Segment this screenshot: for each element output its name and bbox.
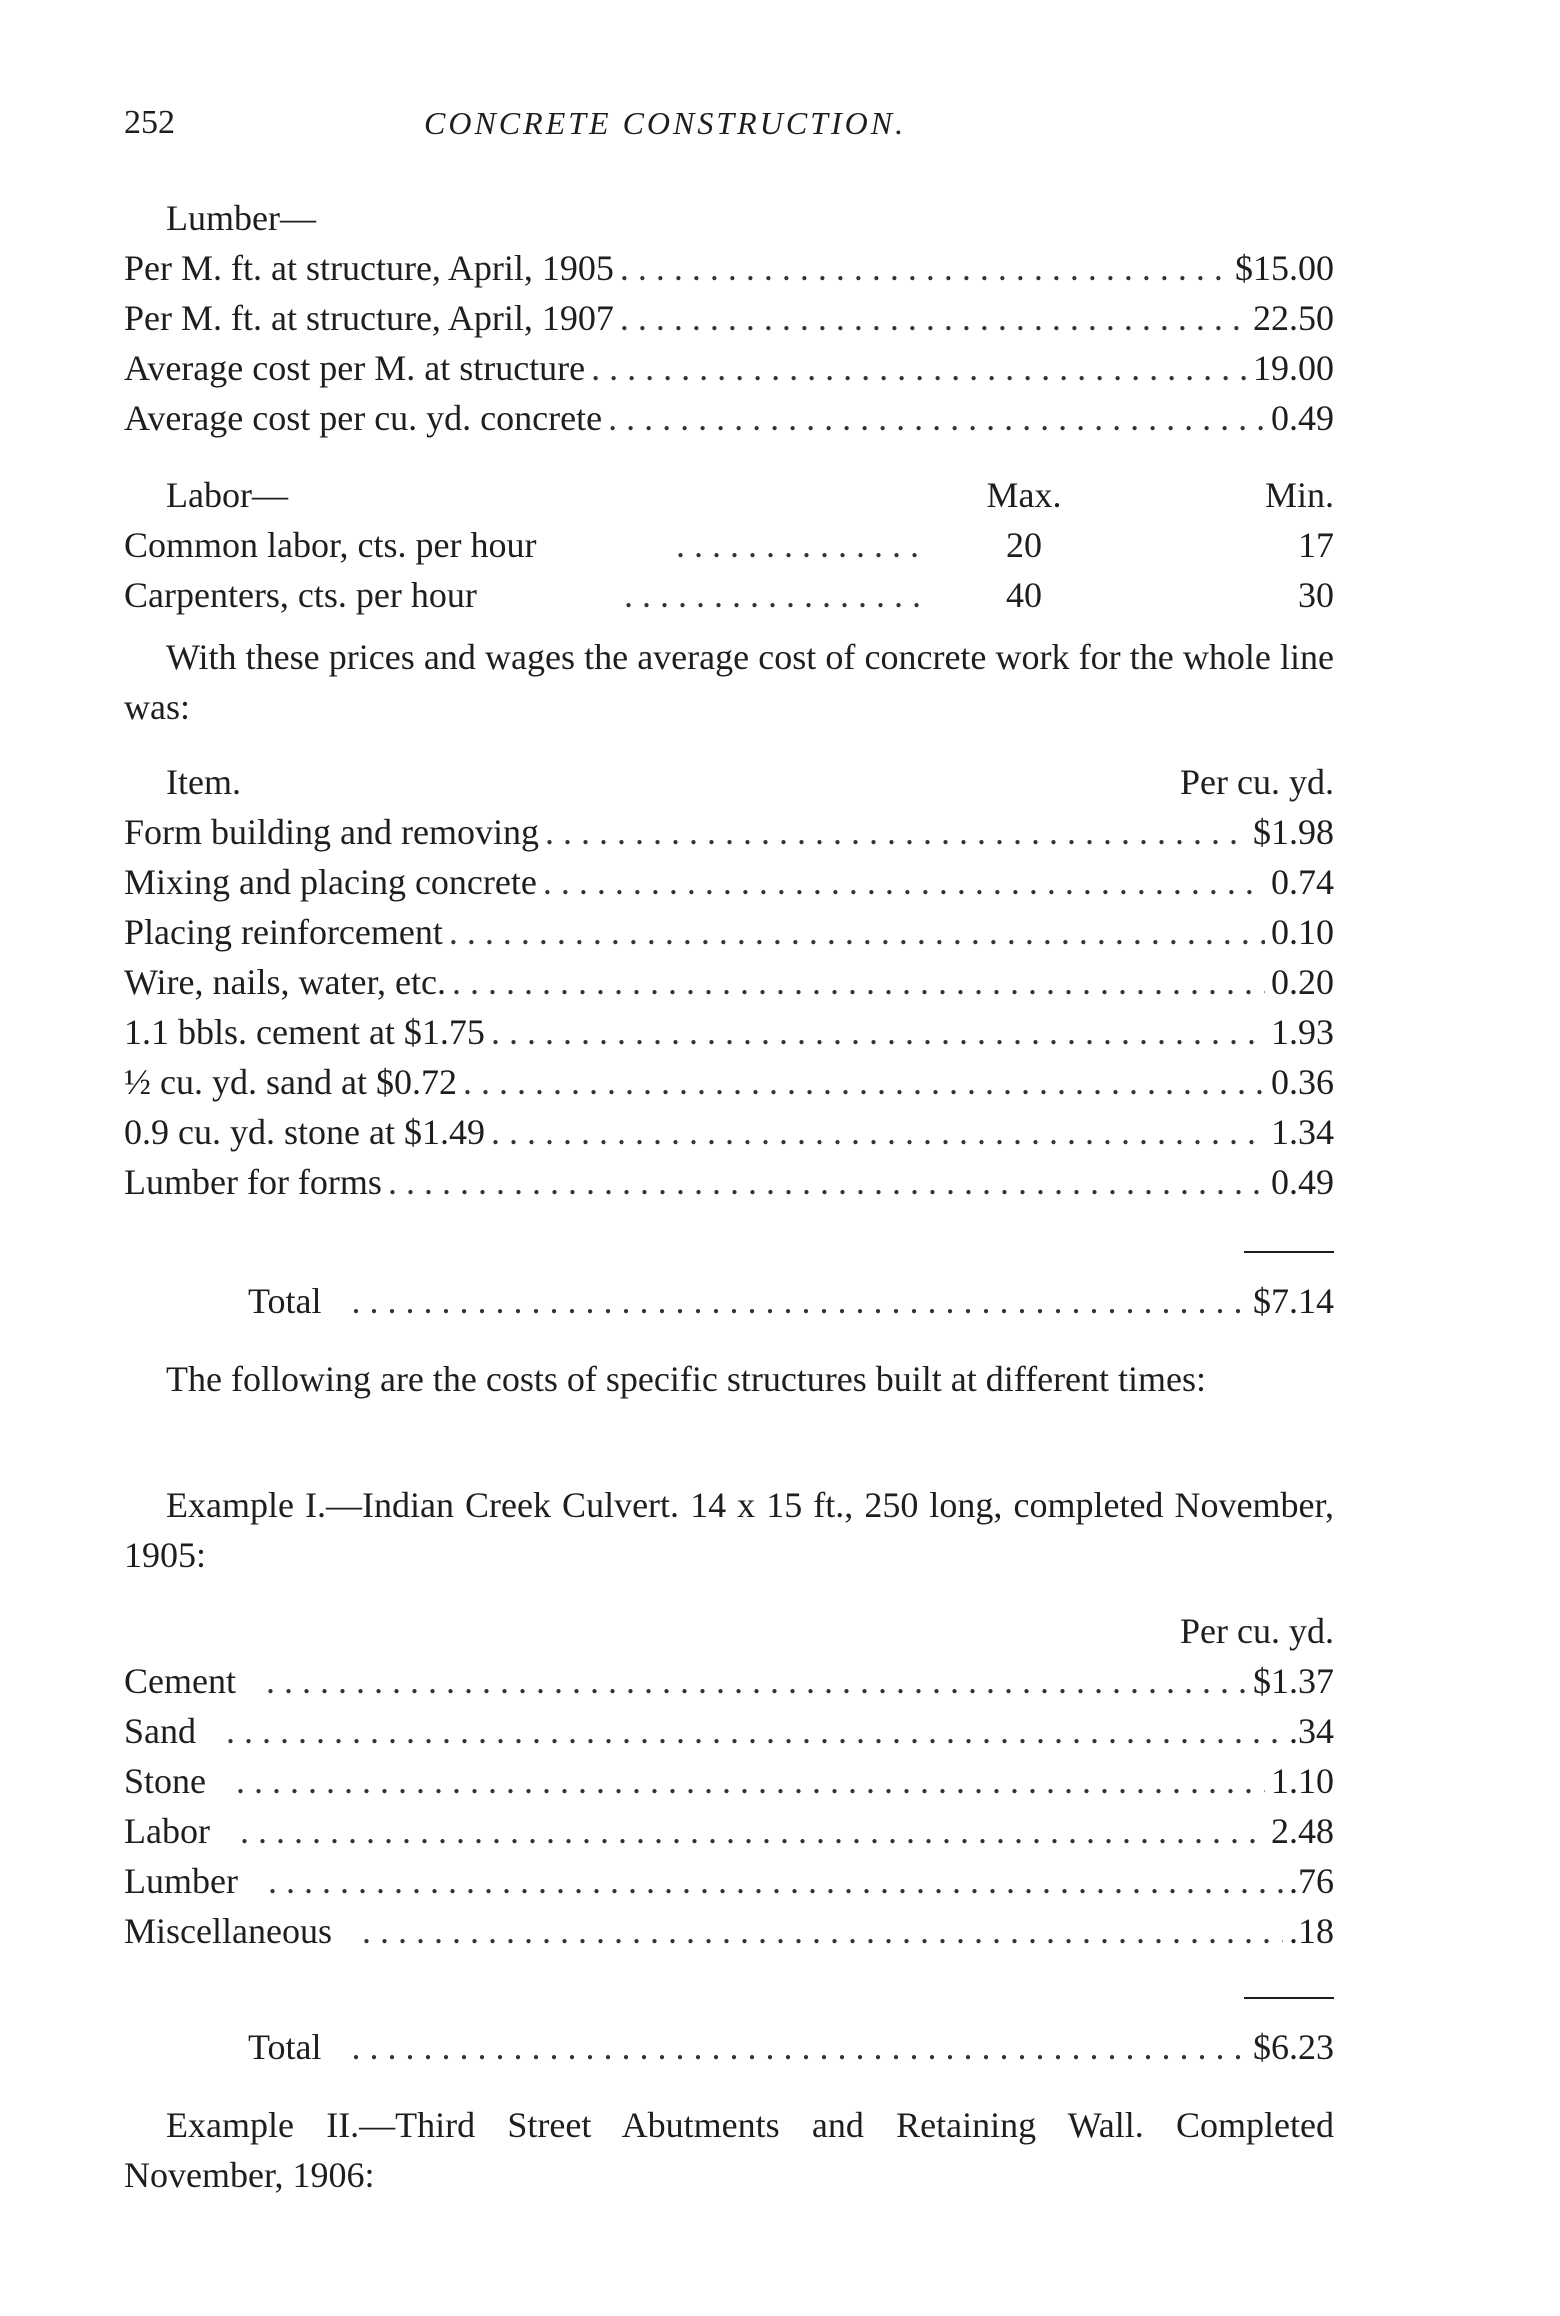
cost-row-label: Labor — [124, 1811, 210, 1851]
average-cost-total — [124, 1276, 1334, 1326]
labor-section — [124, 470, 1334, 620]
unit-column-header: Per cu. yd. — [1180, 1611, 1334, 1651]
lumber-row — [124, 393, 1334, 443]
cost-row-value: 0.20 — [1271, 962, 1334, 1002]
max-column-header: Max. — [986, 475, 1062, 515]
cost-row — [124, 1107, 1334, 1157]
labor-min-value: 30 — [1298, 575, 1334, 615]
lumber-row — [124, 343, 1334, 393]
example-1-total — [124, 2022, 1334, 2072]
lumber-heading: Lumber— — [166, 198, 316, 238]
dot-leader — [351, 1276, 1247, 1326]
dot-leader — [226, 1706, 1283, 1756]
cost-row-label: 1.1 bbls. cement at $1.75 — [124, 1012, 485, 1052]
cost-row — [124, 957, 1334, 1007]
dot-leader — [362, 1906, 1283, 1956]
cost-row-value: 0.49 — [1271, 1162, 1334, 1202]
dot-leader — [388, 1157, 1265, 1207]
lumber-row-label: Average cost per M. at structure — [124, 348, 586, 388]
cost-row-value: .34 — [1289, 1711, 1334, 1751]
dot-leader — [491, 1007, 1265, 1057]
example-2-intro: Example II.—Third Street Abutments and Retaining Wall. Completed November, 1906: — [124, 2105, 1334, 2195]
cost-row — [124, 1656, 1334, 1706]
cost-row-label: Lumber — [124, 1861, 238, 1901]
cost-row — [124, 1007, 1334, 1057]
unit-column-header: Per cu. yd. — [1180, 762, 1334, 802]
dot-leader — [266, 1656, 1247, 1706]
cost-row — [124, 1906, 1334, 1956]
labor-row — [124, 520, 1334, 570]
dot-leader — [351, 2022, 1247, 2072]
labor-row-label: Carpenters, cts. per hour — [124, 575, 477, 615]
labor-heading: Labor— — [166, 475, 288, 515]
cost-row-label: ½ cu. yd. sand at $0.72 — [124, 1062, 457, 1102]
lumber-row-label: Per M. ft. at structure, April, 1905 — [124, 248, 614, 288]
paragraph: The following are the costs of specific structures built at different times: — [166, 1359, 1207, 1399]
lumber-row-value: 19.00 — [1253, 348, 1334, 388]
cost-row-label: Mixing and placing concrete — [124, 862, 537, 902]
cost-row-value: 1.93 — [1271, 1012, 1334, 1052]
lumber-row — [124, 243, 1334, 293]
cost-row — [124, 1856, 1334, 1906]
dot-leader — [491, 1107, 1265, 1157]
cost-row-value: 1.10 — [1271, 1761, 1334, 1801]
dot-leader — [240, 1806, 1265, 1856]
dot-leader — [591, 343, 1247, 393]
cost-row — [124, 1806, 1334, 1856]
dot-leader — [620, 243, 1229, 293]
cost-row-value: .18 — [1289, 1911, 1334, 1951]
page-number: 252 — [124, 104, 175, 141]
dot-leader — [676, 520, 924, 570]
total-value: $6.23 — [1253, 2027, 1334, 2067]
dot-leader — [543, 857, 1265, 907]
cost-row — [124, 1157, 1334, 1207]
total-value: $7.14 — [1253, 1281, 1334, 1321]
cost-row-label: Lumber for forms — [124, 1162, 382, 1202]
cost-row — [124, 1756, 1334, 1806]
cost-row-label: Stone — [124, 1761, 207, 1801]
cost-row — [124, 807, 1334, 857]
lumber-section — [124, 193, 1334, 443]
dot-leader — [545, 807, 1247, 857]
cost-row-value: 0.36 — [1271, 1062, 1334, 1102]
dot-leader — [449, 907, 1265, 957]
cost-row-label: Form building and removing — [124, 812, 539, 852]
total-rule — [1244, 1251, 1334, 1253]
total-label: Total — [248, 1281, 322, 1321]
lumber-row-value: 22.50 — [1253, 298, 1334, 338]
example-1-table — [124, 1606, 1334, 1956]
table-header — [124, 757, 1334, 807]
dot-leader — [236, 1756, 1265, 1806]
total-label: Total — [248, 2027, 322, 2067]
dot-leader — [620, 293, 1247, 343]
dot-leader — [463, 1057, 1265, 1107]
paragraph: With these prices and wages the average cost of concrete work for the whole line was: — [124, 637, 1334, 727]
cost-row-label: Sand — [124, 1711, 196, 1751]
dot-leader — [268, 1856, 1283, 1906]
total-rule — [1244, 1997, 1334, 1999]
dot-leader — [624, 570, 924, 620]
page-header — [124, 98, 1334, 148]
labor-row-label: Common labor, cts. per hour — [124, 525, 537, 565]
table-header — [124, 1606, 1334, 1656]
cost-row-label: Wire, nails, water, etc. — [124, 962, 446, 1002]
cost-row-label: Cement — [124, 1661, 236, 1701]
cost-row-label: Placing reinforcement — [124, 912, 443, 952]
cost-row-label: Miscellaneous — [124, 1911, 332, 1951]
cost-row — [124, 907, 1334, 957]
cost-row-value: $1.98 — [1253, 812, 1334, 852]
running-title: CONCRETE CONSTRUCTION. — [424, 105, 907, 141]
dot-leader — [608, 393, 1265, 443]
lumber-row-label: Average cost per cu. yd. concrete — [124, 398, 603, 438]
cost-row-value: 1.34 — [1271, 1112, 1334, 1152]
lumber-row — [124, 293, 1334, 343]
labor-max-value: 20 — [1006, 525, 1042, 565]
cost-row-value: $1.37 — [1253, 1661, 1334, 1701]
lumber-row-value: $15.00 — [1235, 248, 1334, 288]
labor-max-value: 40 — [1006, 575, 1042, 615]
cost-row-value: 0.10 — [1271, 912, 1334, 952]
cost-row-value: 0.74 — [1271, 862, 1334, 902]
cost-row — [124, 1057, 1334, 1107]
cost-row-value: 2.48 — [1271, 1811, 1334, 1851]
cost-row — [124, 857, 1334, 907]
cost-row-label: 0.9 cu. yd. stone at $1.49 — [124, 1112, 485, 1152]
min-column-header: Min. — [1264, 475, 1334, 515]
lumber-row-label: Per M. ft. at structure, April, 1907 — [124, 298, 614, 338]
item-column-header: Item. — [166, 762, 241, 802]
cost-row — [124, 1706, 1334, 1756]
cost-row-value: .76 — [1289, 1861, 1334, 1901]
total-row — [124, 1276, 1334, 1326]
labor-header — [124, 470, 1334, 520]
labor-row — [124, 570, 1334, 620]
average-cost-table — [124, 757, 1334, 1207]
total-row — [124, 2022, 1334, 2072]
labor-min-value: 17 — [1298, 525, 1334, 565]
dot-leader — [452, 957, 1265, 1007]
example-1-intro: Example I.—Indian Creek Culvert. 14 x 15 ft., 250 long, completed November, 1905: — [124, 1485, 1334, 1575]
lumber-row-value: 0.49 — [1271, 398, 1334, 438]
